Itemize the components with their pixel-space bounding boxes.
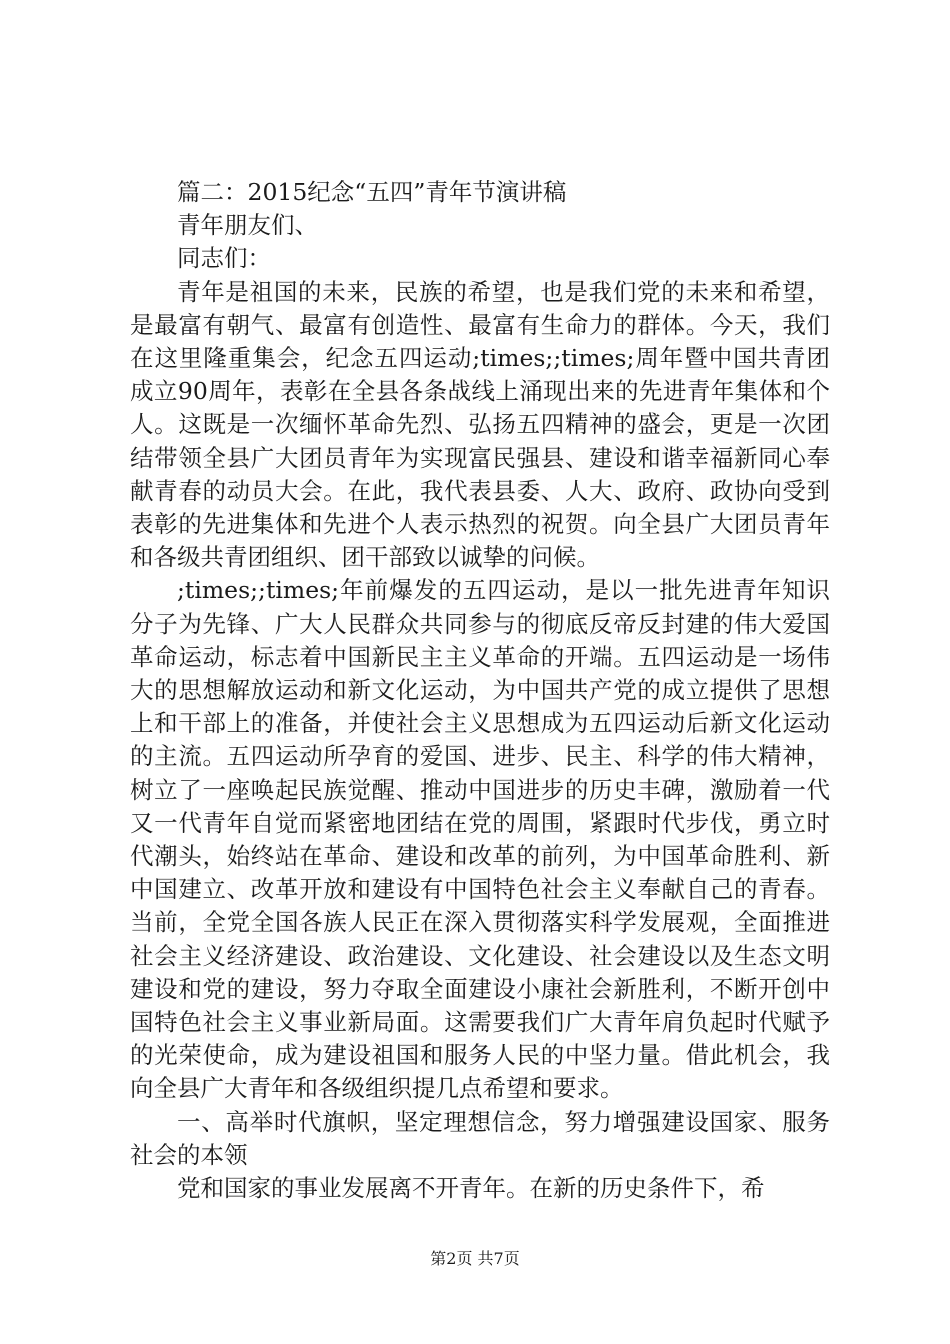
section-heading: 一、高举时代旗帜，坚定理想信念，努力增强建设国家、服务社会的本领 [130,1107,830,1169]
document-body [130,176,830,1205]
salutation-line-2: 同志们： [177,244,271,273]
body-paragraph: 党和国家的事业发展离不开青年。在新的历史条件下，希 [177,1174,765,1203]
body-paragraph: 青年是祖国的未来，民族的希望，也是我们党的未来和希望，是最富有朝气、最富有创造性、最富有生命力的群体。今天，我们在这里隆重集会，纪念五四运动;times;;times;周年暨中国共青团成立90周年，表彰在全县各条战线上涌现出来的先进青年集体和个人。这既是一次缅怀革命先烈、弘扬五四精神的盛会，更是一次团结带领全县广大团员青年为实现富民强县、建设和谐幸福新同心奉献青春的动员大会。在此，我代表县委、人大、政府、政协向受到表彰的先进集体和先进个人表示热烈的祝贺。向全县广大团员青年和各级共青团组织、团干部致以诚挚的问候。 [130,277,830,572]
page-number-footer: 第2页 共7页 [430,1249,520,1268]
document-title: 篇二：2015纪念“五四”青年节演讲稿 [177,178,567,206]
salutation-line-1: 青年朋友们、 [177,211,318,240]
body-paragraph: ;times;;times;年前爆发的五四运动，是以一批先进青年知识分子为先锋、广大人民群众共同参与的彻底反帝反封建的伟大爱国革命运动，标志着中国新民主主义革命的开端。五四运动是一场伟大的思想解放运动和新文化运动，为中国共产党的成立提供了思想上和干部上的准备，并使社会主义思想成为五四运动后新文化运动的主流。五四运动所孕育的爱国、进步、民主、科学的伟大精神，树立了一座唤起民族觉醒、推动中国进步的历史丰碑，激励着一代又一代青年自觉而紧密地团结在党的周围，紧跟时代步伐，勇立时代潮头，始终站在革命、建设和改革的前列，为中国革命胜利、新中国建立、改革开放和建设有中国特色社会主义奉献自己的青春。当前，全党全国各族人民正在深入贯彻落实科学发展观，全面推进社会主义经济建设、政治建设、文化建设、社会建设以及生态文明建设和党的建设，努力夺取全面建设小康社会新胜利，不断开创中国特色社会主义事业新局面。这需要我们广大青年肩负起时代赋予的光荣使命，成为建设祖国和服务人民的中坚力量。借此机会，我向全县广大青年和各级组织提几点希望和要求。 [130,576,830,1103]
